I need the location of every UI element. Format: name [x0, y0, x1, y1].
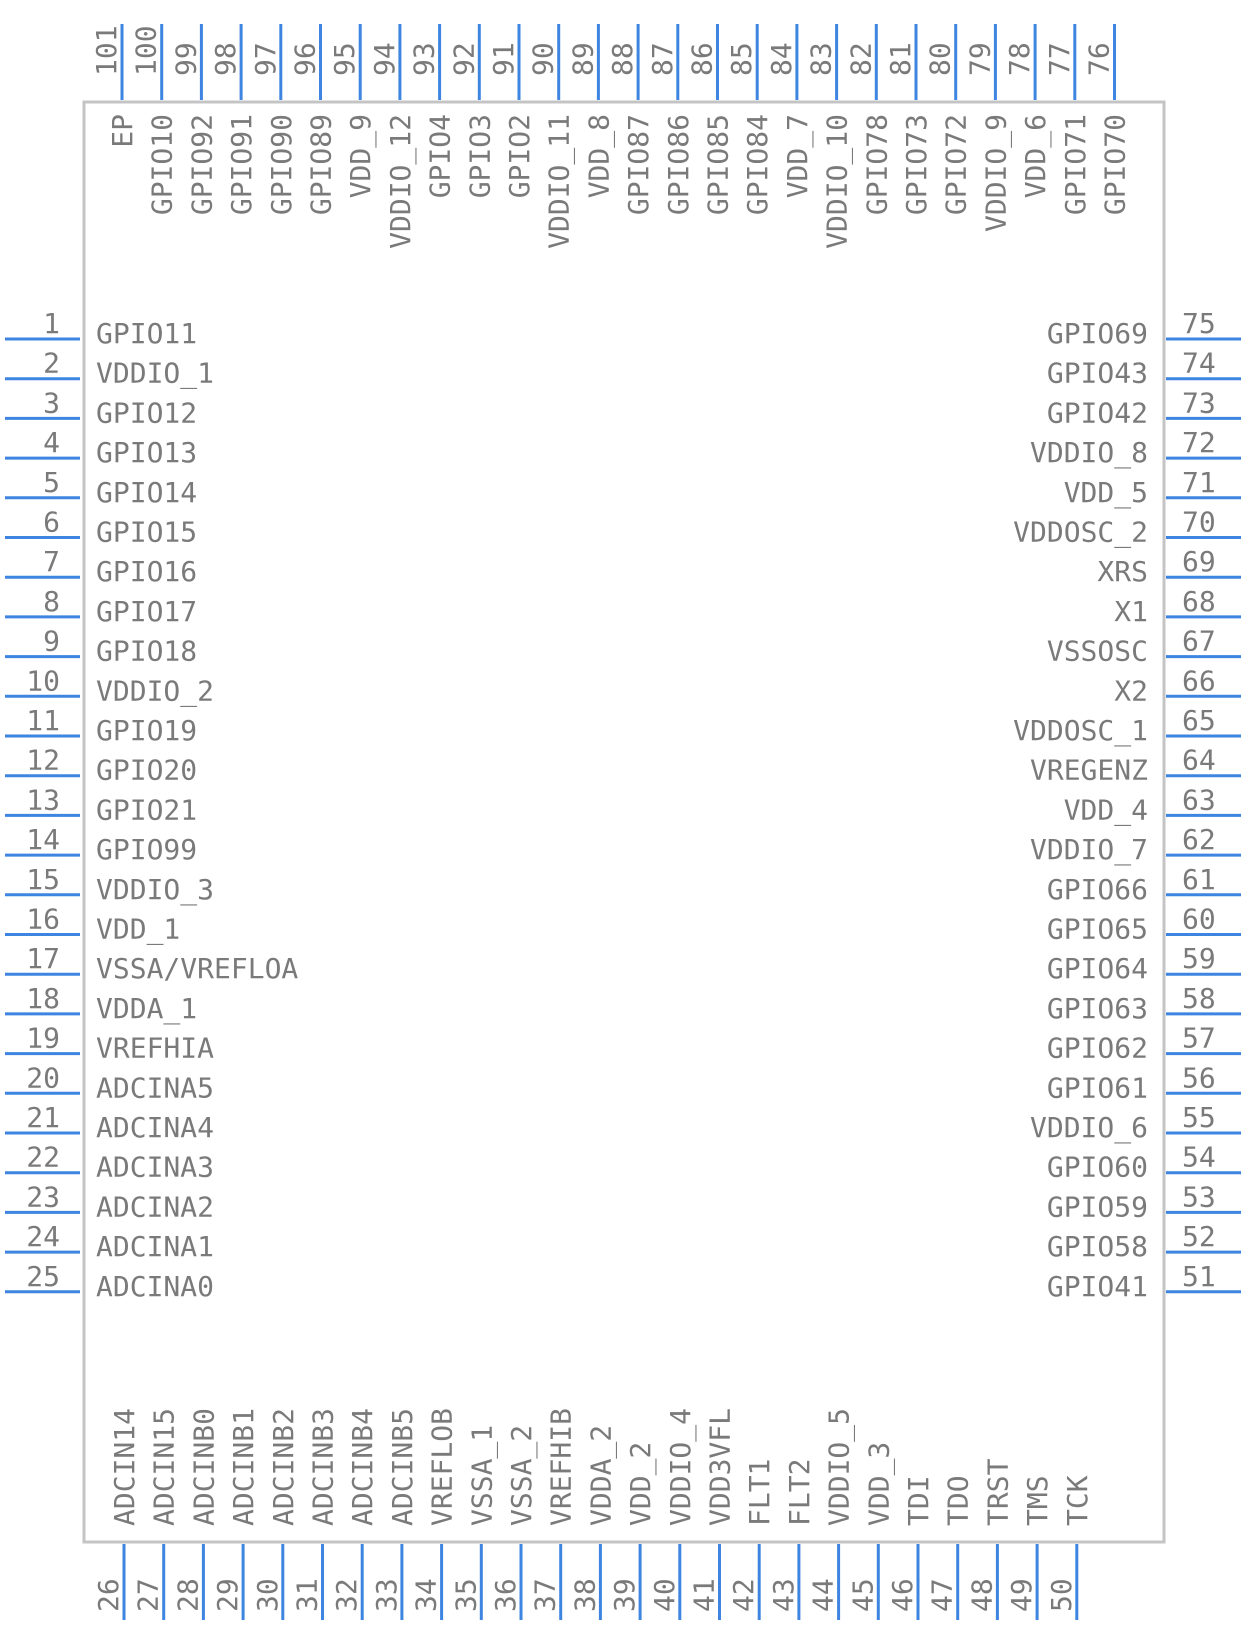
pin-left-16: [5, 903, 180, 947]
pin-number: 27: [131, 1578, 165, 1612]
pin-name: TRST: [981, 1458, 1015, 1526]
pin-name: GPIO84: [741, 114, 775, 216]
pin-name: VDD_6: [1019, 114, 1053, 199]
pin-left-18: [5, 982, 197, 1026]
pin-number: 2: [43, 346, 60, 380]
pin-number: 12: [26, 743, 60, 777]
pin-name: ADCINA0: [96, 1269, 215, 1303]
pin-number: 69: [1182, 545, 1216, 579]
pin-name: VSSA_1: [465, 1424, 499, 1526]
pin-number: 98: [209, 42, 243, 76]
pin-name: GPIO20: [96, 753, 198, 787]
pin-right-61: [1047, 863, 1241, 906]
pin-name: VDDIO_8: [1029, 436, 1148, 470]
pin-number: 9: [43, 624, 60, 658]
pin-number: 10: [26, 664, 60, 698]
pin-number: 85: [725, 42, 759, 76]
pin-name: ADCIN14: [108, 1407, 141, 1526]
pin-name: VDDIO_5: [822, 1407, 856, 1526]
pins-layer: [5, 24, 1241, 1620]
pin-number: 96: [288, 42, 322, 76]
pin-name: VDDIO_3: [96, 872, 215, 906]
pin-name: ADCINA5: [96, 1071, 215, 1105]
pin-name: VDDIO_10: [820, 114, 854, 249]
pin-name: VSSOSC: [1046, 634, 1148, 668]
pin-number: 75: [1182, 307, 1216, 340]
pin-right-55: [1030, 1101, 1241, 1145]
pin-left-9: [5, 625, 197, 668]
pin-name: GPIO21: [96, 793, 198, 827]
pin-right-67: [1047, 625, 1241, 668]
pin-name: VDDIO_12: [383, 114, 417, 249]
pin-name: VREFLOB: [425, 1407, 459, 1526]
pin-left-8: [5, 585, 197, 628]
pin-number: 71: [1182, 465, 1216, 499]
pin-number: 55: [1182, 1101, 1216, 1134]
pin-number: 53: [1182, 1180, 1216, 1214]
pin-number: 1: [43, 307, 60, 340]
pin-number: 91: [487, 42, 520, 76]
pin-name: GPIO66: [1046, 872, 1148, 906]
pin-number: 40: [647, 1578, 681, 1612]
pin-number: 82: [844, 42, 878, 76]
pin-left-3: [5, 386, 197, 429]
pin-right-60: [1047, 903, 1241, 946]
pin-number: 4: [43, 426, 60, 460]
pin-number: 72: [1182, 426, 1216, 460]
pin-right-54: [1047, 1141, 1241, 1184]
pin-number: 89: [566, 42, 600, 76]
pin-number: 23: [26, 1180, 60, 1214]
pin-number: 22: [26, 1140, 60, 1174]
pin-left-7: [5, 545, 197, 588]
pin-number: 33: [369, 1578, 403, 1612]
pin-name: ADCINB0: [187, 1407, 221, 1526]
pin-name: GPIO99: [96, 833, 198, 867]
pin-name: ADCINA2: [96, 1190, 215, 1224]
pin-left-11: [5, 704, 197, 747]
pin-name: VDD_5: [1063, 475, 1148, 509]
pin-number: 90: [526, 42, 560, 76]
pin-number: 20: [26, 1061, 60, 1095]
pin-number: 64: [1182, 743, 1216, 777]
pin-name: GPIO42: [1046, 396, 1148, 430]
pin-number: 95: [328, 42, 362, 76]
pin-name: GPIO71: [1058, 114, 1092, 216]
pin-number: 13: [26, 783, 60, 817]
pin-name: GPIO61: [1046, 1071, 1148, 1105]
pin-name: VDDIO_11: [542, 114, 576, 249]
pin-number: 14: [26, 823, 60, 857]
pin-name: VSSA/VREFLOA: [96, 952, 299, 986]
pin-left-10: [5, 664, 214, 708]
pin-number: 54: [1182, 1140, 1216, 1174]
pin-number: 76: [1082, 42, 1116, 76]
pin-number: 38: [568, 1578, 602, 1612]
pin-name: ADCINB2: [266, 1407, 300, 1526]
pin-left-14: [5, 823, 197, 866]
pin-number: 45: [846, 1578, 880, 1612]
pin-name: GPIO11: [96, 317, 198, 350]
pin-left-2: [5, 347, 214, 391]
pin-number: 46: [886, 1578, 919, 1612]
pin-number: 84: [764, 42, 798, 76]
pin-number: 24: [26, 1220, 60, 1254]
pin-name: X2: [1114, 674, 1148, 708]
pin-name: GPIO19: [96, 714, 198, 747]
pin-name: VDDIO_9: [979, 114, 1013, 233]
pin-name: VDD_8: [582, 114, 616, 199]
pin-right-65: [1013, 704, 1241, 748]
pin-right-57: [1047, 1022, 1241, 1065]
pin-name: VDDIO_7: [1029, 833, 1148, 867]
pin-name: GPIO4: [423, 113, 457, 199]
pin-name: GPIO85: [701, 114, 735, 216]
pin-number: 79: [963, 42, 997, 76]
pin-number: 49: [1005, 1578, 1039, 1612]
pin-name: VSSA_2: [505, 1424, 538, 1526]
pin-name: VDD3VFL: [703, 1407, 737, 1526]
pin-number: 41: [687, 1578, 721, 1612]
pin-name: GPIO86: [661, 114, 695, 216]
pin-name: ADCINB4: [346, 1407, 380, 1526]
pin-number: 17: [26, 942, 60, 976]
pin-name: VDDA_1: [96, 991, 198, 1025]
pin-name: GPIO91: [225, 114, 259, 216]
pin-right-75: [1047, 307, 1241, 350]
pin-name: GPIO13: [96, 436, 198, 470]
pin-number: 51: [1182, 1259, 1216, 1293]
pin-name: VDDIO_2: [96, 674, 215, 708]
pin-number: 101: [90, 25, 123, 76]
pin-number: 88: [606, 42, 640, 76]
pin-name: GPIO89: [304, 114, 338, 216]
pin-name: X1: [1114, 594, 1148, 628]
pin-name: TMS: [1021, 1475, 1055, 1526]
pin-name: GPIO72: [939, 113, 973, 216]
pin-number: 32: [330, 1578, 364, 1612]
pin-name: GPIO16: [96, 555, 198, 589]
pin-number: 93: [407, 42, 441, 76]
pin-name: XRS: [1097, 555, 1148, 589]
pin-left-17: [5, 942, 298, 985]
pin-name: ADCINA4: [96, 1111, 215, 1144]
pin-name: GPIO70: [1098, 114, 1132, 216]
pin-number: 35: [449, 1578, 483, 1612]
pin-right-59: [1047, 942, 1241, 985]
pin-left-19: [5, 1022, 214, 1065]
pin-name: ADCINB3: [306, 1407, 340, 1526]
pin-number: 15: [26, 862, 60, 896]
pin-name: GPIO69: [1046, 317, 1148, 350]
pin-number: 5: [43, 465, 60, 499]
pin-number: 56: [1182, 1061, 1216, 1095]
pin-name: VREGENZ: [1029, 753, 1148, 787]
pin-name: GPIO65: [1046, 912, 1148, 946]
pin-name: GPIO62: [1046, 1031, 1148, 1065]
pin-name: GPIO43: [1046, 356, 1148, 390]
pin-name: VDDIO_4: [663, 1407, 697, 1526]
pin-name: GPIO2: [503, 114, 536, 199]
pin-name: GPIO17: [96, 594, 198, 628]
pin-name: TDI: [902, 1475, 935, 1526]
pin-number: 83: [804, 42, 838, 76]
chip-body: [84, 102, 1164, 1542]
pin-name: VREFHIA: [96, 1031, 215, 1065]
pin-name: VDDOSC_1: [1013, 714, 1148, 747]
pin-number: 57: [1182, 1021, 1216, 1055]
pin-name: GPIO59: [1046, 1190, 1148, 1224]
pin-number: 97: [248, 42, 282, 76]
pin-left-24: [5, 1220, 214, 1263]
pin-number: 36: [489, 1578, 522, 1612]
pin-number: 8: [43, 584, 60, 618]
pin-name: VDDIO_6: [1029, 1111, 1148, 1144]
pin-name: VDD_2: [624, 1441, 658, 1526]
pin-number: 30: [250, 1578, 284, 1612]
pin-right-71: [1064, 466, 1241, 510]
pin-number: 31: [290, 1578, 324, 1612]
pin-number: 26: [92, 1578, 125, 1612]
pin-number: 48: [965, 1578, 999, 1612]
pin-number: 86: [685, 42, 719, 76]
pin-left-1: [5, 307, 197, 350]
pin-number: 78: [1003, 42, 1037, 76]
pin-right-70: [1013, 506, 1241, 550]
pin-name: GPIO64: [1046, 952, 1148, 986]
pin-number: 19: [26, 1021, 60, 1055]
pin-number: 100: [129, 25, 163, 76]
pin-number: 29: [211, 1578, 245, 1612]
pin-number: 66: [1182, 664, 1216, 698]
pin-right-68: [1114, 585, 1241, 628]
pin-name: GPIO73: [900, 114, 933, 216]
pin-name: VDDIO_1: [96, 356, 215, 390]
pin-left-20: [5, 1061, 214, 1104]
pin-left-4: [5, 426, 197, 469]
pin-name: GPIO14: [96, 475, 198, 509]
pin-number: 67: [1182, 624, 1216, 658]
pin-number: 11: [26, 704, 60, 737]
pin-right-63: [1064, 783, 1241, 827]
pin-name: VDDA_2: [584, 1424, 618, 1526]
pin-name: FLT2: [782, 1458, 816, 1526]
pin-name: VDD_9: [344, 114, 378, 199]
pin-right-52: [1047, 1220, 1241, 1263]
pin-name: GPIO92: [185, 114, 219, 216]
pin-number: 73: [1182, 386, 1216, 420]
pin-number: 77: [1042, 42, 1076, 76]
pin-left-21: [5, 1101, 214, 1144]
pin-number: 68: [1182, 584, 1216, 618]
pin-name: GPIO87: [622, 114, 656, 216]
pin-number: 28: [171, 1578, 205, 1612]
pin-number: 47: [925, 1578, 959, 1612]
pin-number: 6: [43, 505, 60, 539]
pin-name: TCK: [1060, 1475, 1094, 1526]
pin-name: GPIO90: [264, 114, 298, 216]
pin-name: GPIO58: [1046, 1230, 1148, 1264]
pin-number: 3: [43, 386, 60, 420]
pin-number: 52: [1182, 1220, 1216, 1254]
pin-name: ADCINA3: [96, 1150, 215, 1184]
pin-left-13: [5, 783, 197, 826]
pin-name: VREFHIB: [544, 1407, 578, 1526]
pin-name: GPIO10: [145, 114, 179, 216]
pin-number: 70: [1182, 505, 1216, 539]
pin-right-51: [1047, 1260, 1241, 1303]
pin-name: ADCINB1: [227, 1407, 261, 1526]
pin-left-12: [5, 744, 197, 787]
pin-left-25: [5, 1260, 214, 1303]
pin-number: 74: [1182, 346, 1216, 380]
pin-left-6: [5, 506, 197, 549]
pin-right-74: [1047, 347, 1241, 390]
pin-right-64: [1030, 744, 1241, 787]
pin-number: 81: [884, 42, 917, 76]
pin-number: 63: [1182, 783, 1216, 817]
pin-number: 92: [447, 42, 481, 76]
pin-right-56: [1047, 1061, 1241, 1104]
pin-left-5: [5, 466, 197, 509]
pin-name: ADCINA1: [96, 1230, 215, 1264]
pin-number: 94: [367, 42, 401, 76]
pin-number: 99: [169, 42, 203, 76]
pin-right-62: [1030, 823, 1241, 867]
pin-name: GPIO3: [463, 114, 497, 199]
pin-left-22: [5, 1141, 214, 1184]
pin-name: ADCIN15: [147, 1407, 181, 1526]
pin-number: 87: [645, 42, 679, 76]
pin-number: 65: [1182, 704, 1216, 737]
pin-right-53: [1047, 1180, 1241, 1223]
pin-name: EP: [106, 114, 139, 148]
pin-name: VDD_3: [862, 1441, 896, 1526]
pin-number: 25: [26, 1259, 60, 1293]
pin-name: GPIO18: [96, 634, 198, 668]
pin-number: 37: [528, 1578, 562, 1612]
pin-name: GPIO15: [96, 515, 198, 549]
pin-right-72: [1030, 426, 1241, 470]
pin-name: FLT1: [743, 1458, 777, 1526]
pin-number: 18: [26, 981, 60, 1015]
pin-name: VDD_7: [780, 114, 814, 199]
pin-right-69: [1097, 545, 1241, 588]
pin-number: 34: [409, 1578, 443, 1612]
pin-number: 60: [1182, 902, 1216, 936]
pin-number: 80: [923, 42, 957, 76]
pin-name: GPIO41: [1046, 1269, 1148, 1303]
pin-number: 59: [1182, 942, 1216, 976]
pin-right-73: [1047, 386, 1241, 429]
pin-right-58: [1047, 982, 1241, 1025]
pin-name: GPIO63: [1046, 991, 1148, 1025]
pin-name: ADCINB5: [385, 1407, 419, 1526]
pin-left-15: [5, 863, 214, 907]
pin-number: 50: [1044, 1578, 1078, 1612]
pin-number: 42: [727, 1578, 761, 1612]
pin-number: 7: [43, 545, 60, 579]
pin-right-66: [1114, 664, 1241, 707]
pin-number: 62: [1182, 823, 1216, 857]
pin-number: 61: [1182, 862, 1216, 896]
pin-name: VDDOSC_2: [1013, 515, 1148, 549]
pin-number: 43: [766, 1578, 800, 1612]
pin-number: 58: [1182, 981, 1216, 1015]
pin-number: 16: [26, 902, 60, 936]
pin-name: TDO: [941, 1475, 975, 1526]
pin-number: 44: [806, 1578, 840, 1612]
pin-left-23: [5, 1180, 214, 1223]
pin-name: GPIO60: [1046, 1150, 1148, 1184]
pin-number: 21: [26, 1101, 60, 1134]
pin-name: GPIO12: [96, 396, 198, 430]
pin-name: VDD_4: [1063, 793, 1148, 827]
pin-number: 39: [608, 1578, 642, 1612]
pin-name: GPIO78: [860, 114, 894, 216]
pin-name: VDD_1: [96, 912, 181, 946]
